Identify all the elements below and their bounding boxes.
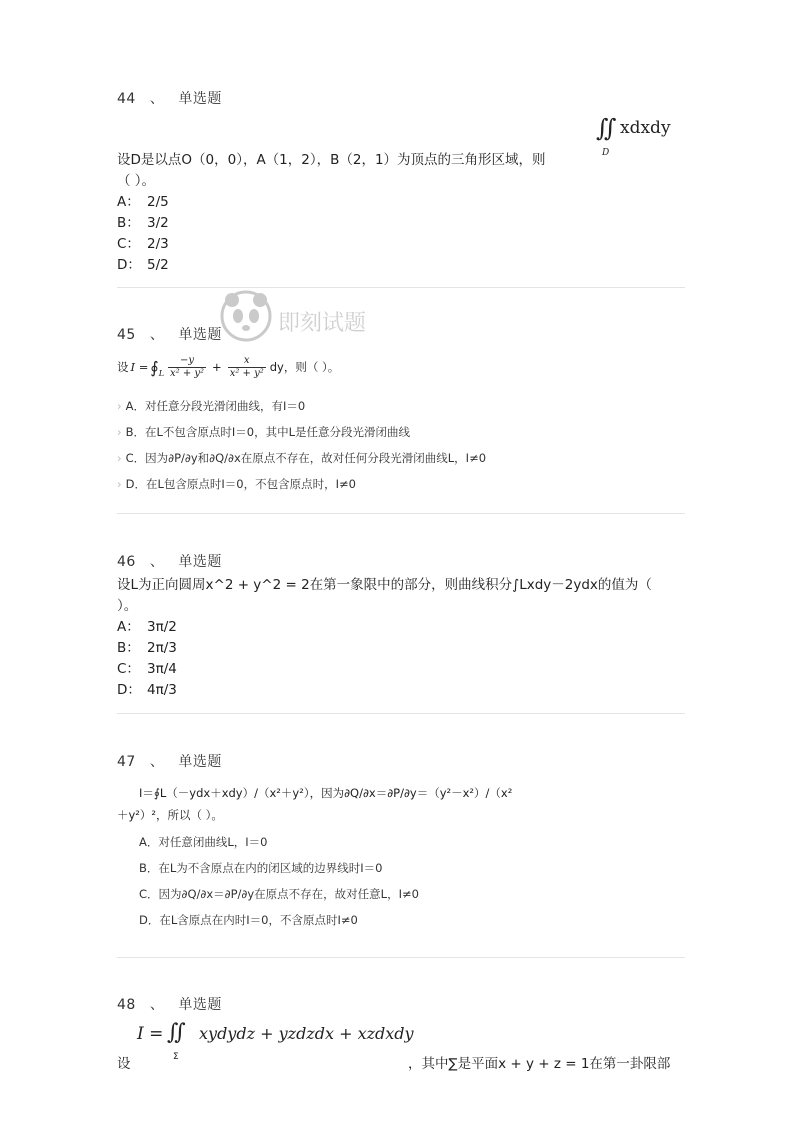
- question-44: [117, 88, 687, 108]
- question-header: [117, 994, 687, 1014]
- option-b[interactable]: B： 3/2: [117, 215, 169, 231]
- option-b[interactable]: B．在L为不含原点在内的闭区域的边界线时I＝0: [139, 861, 383, 875]
- question-divider: [117, 513, 685, 514]
- question-header: [117, 324, 687, 344]
- question-type: 单选题: [178, 91, 222, 107]
- question-header: [117, 88, 687, 108]
- question-48: [117, 994, 687, 1014]
- question-type: 单选题: [178, 327, 222, 343]
- question-type: 单选题: [178, 997, 222, 1013]
- integral-subscript: D: [602, 148, 610, 158]
- question-divider: [117, 957, 685, 958]
- q48-formula: I = ∬ Σ xydydz + yzdzdx + xzdxdy: [137, 1020, 414, 1062]
- stem-line-2: （ ）。: [117, 173, 156, 189]
- q45-options: [117, 393, 687, 497]
- question-number: 48: [117, 997, 136, 1013]
- option-d[interactable]: D： 5/2: [117, 257, 169, 273]
- watermark-text: 即刻试题: [278, 311, 367, 336]
- contour-integral-symbol: ∮: [150, 357, 159, 377]
- option-a[interactable]: A： 2/5: [117, 194, 169, 210]
- question-number: 45: [117, 327, 136, 343]
- q48-stem: 设 ，其中∑是平面x + y + z = 1在第一卦限部: [117, 1056, 671, 1072]
- option-b[interactable]: › B．在L不包含原点时I＝0，其中L是任意分段光滑闭曲线: [117, 425, 411, 439]
- stem-line-2: ）。: [117, 598, 138, 614]
- option-d[interactable]: › D．在L包含原点时I＝0，不包含原点时，I≠0: [117, 477, 356, 491]
- q44-stem: [117, 150, 687, 192]
- question-separator: 、: [149, 754, 165, 770]
- question-46: [117, 551, 687, 701]
- question-45: [117, 324, 687, 344]
- stem-line-1: 设D是以点O（0，0），A（1，2），B（2，1）为顶点的三角形区域，则: [117, 152, 546, 168]
- fraction-2: $\frac{x}{\text{x² + y²}}$: [229, 354, 264, 379]
- q47-options: [117, 829, 687, 933]
- question-number: 46: [117, 554, 136, 570]
- question-separator: 、: [149, 91, 165, 107]
- integral-body: xdxdy: [620, 118, 671, 138]
- question-header: [117, 551, 687, 571]
- surface-integral-symbol: ∬: [167, 1020, 186, 1045]
- question-divider: [117, 713, 685, 714]
- question-number: 47: [117, 754, 136, 770]
- option-d[interactable]: D： 4π/3: [117, 682, 177, 698]
- question-separator: 、: [149, 997, 165, 1013]
- stem-line-1: I＝∮L（－ydx＋xdy）/（x²＋y²），因为∂Q/∂x＝∂P/∂y＝（y²－x²）/（x²: [139, 786, 513, 800]
- q44-options: [117, 192, 687, 276]
- option-c[interactable]: C： 2/3: [117, 236, 169, 252]
- option-a[interactable]: › A．对任意分段光滑闭曲线，有I＝0: [117, 399, 306, 413]
- option-a[interactable]: A．对任意闭曲线L，I＝0: [139, 835, 268, 849]
- option-d[interactable]: D．在L含原点在内时I＝0，不含原点时I≠0: [139, 913, 358, 927]
- option-b[interactable]: B： 2π/3: [117, 640, 177, 656]
- option-c[interactable]: › C．因为∂P/∂y和∂Q/∂x在原点不存在，故对任何分段光滑闭曲线L，I≠0: [117, 451, 487, 465]
- question-type: 单选题: [178, 754, 222, 770]
- option-c[interactable]: C： 3π/4: [117, 661, 177, 677]
- question-header: [117, 751, 687, 771]
- q47-stem: [117, 782, 687, 826]
- stem-line-2: ＋y²）²，所以（ ）。: [117, 808, 223, 822]
- option-a[interactable]: A： 3π/2: [117, 619, 177, 635]
- q45-stem-formula: 设 I = ∮ L $\frac{-y}{\text{x² + y²}}$ + $\frac{x}{\text{x² + y²}}$ dy，则（ ）。: [117, 354, 340, 379]
- double-integral-symbol: ∬: [596, 114, 617, 142]
- question-47: [117, 751, 687, 771]
- fraction-1: $\frac{-y}{\text{x² + y²}}$: [170, 354, 205, 379]
- integral-subscript: Σ: [173, 1052, 179, 1062]
- stem-line-1: 设L为正向圆周x^2 + y^2 = 2在第一象限中的部分，则曲线积分∫Lxdy－2ydx的值为（: [117, 577, 652, 593]
- question-separator: 、: [149, 554, 165, 570]
- question-type: 单选题: [178, 554, 222, 570]
- option-c[interactable]: C．因为∂Q/∂x＝∂P/∂y在原点不存在，故对任意L，I≠0: [139, 887, 419, 901]
- question-number: 44: [117, 91, 136, 107]
- question-separator: 、: [149, 327, 165, 343]
